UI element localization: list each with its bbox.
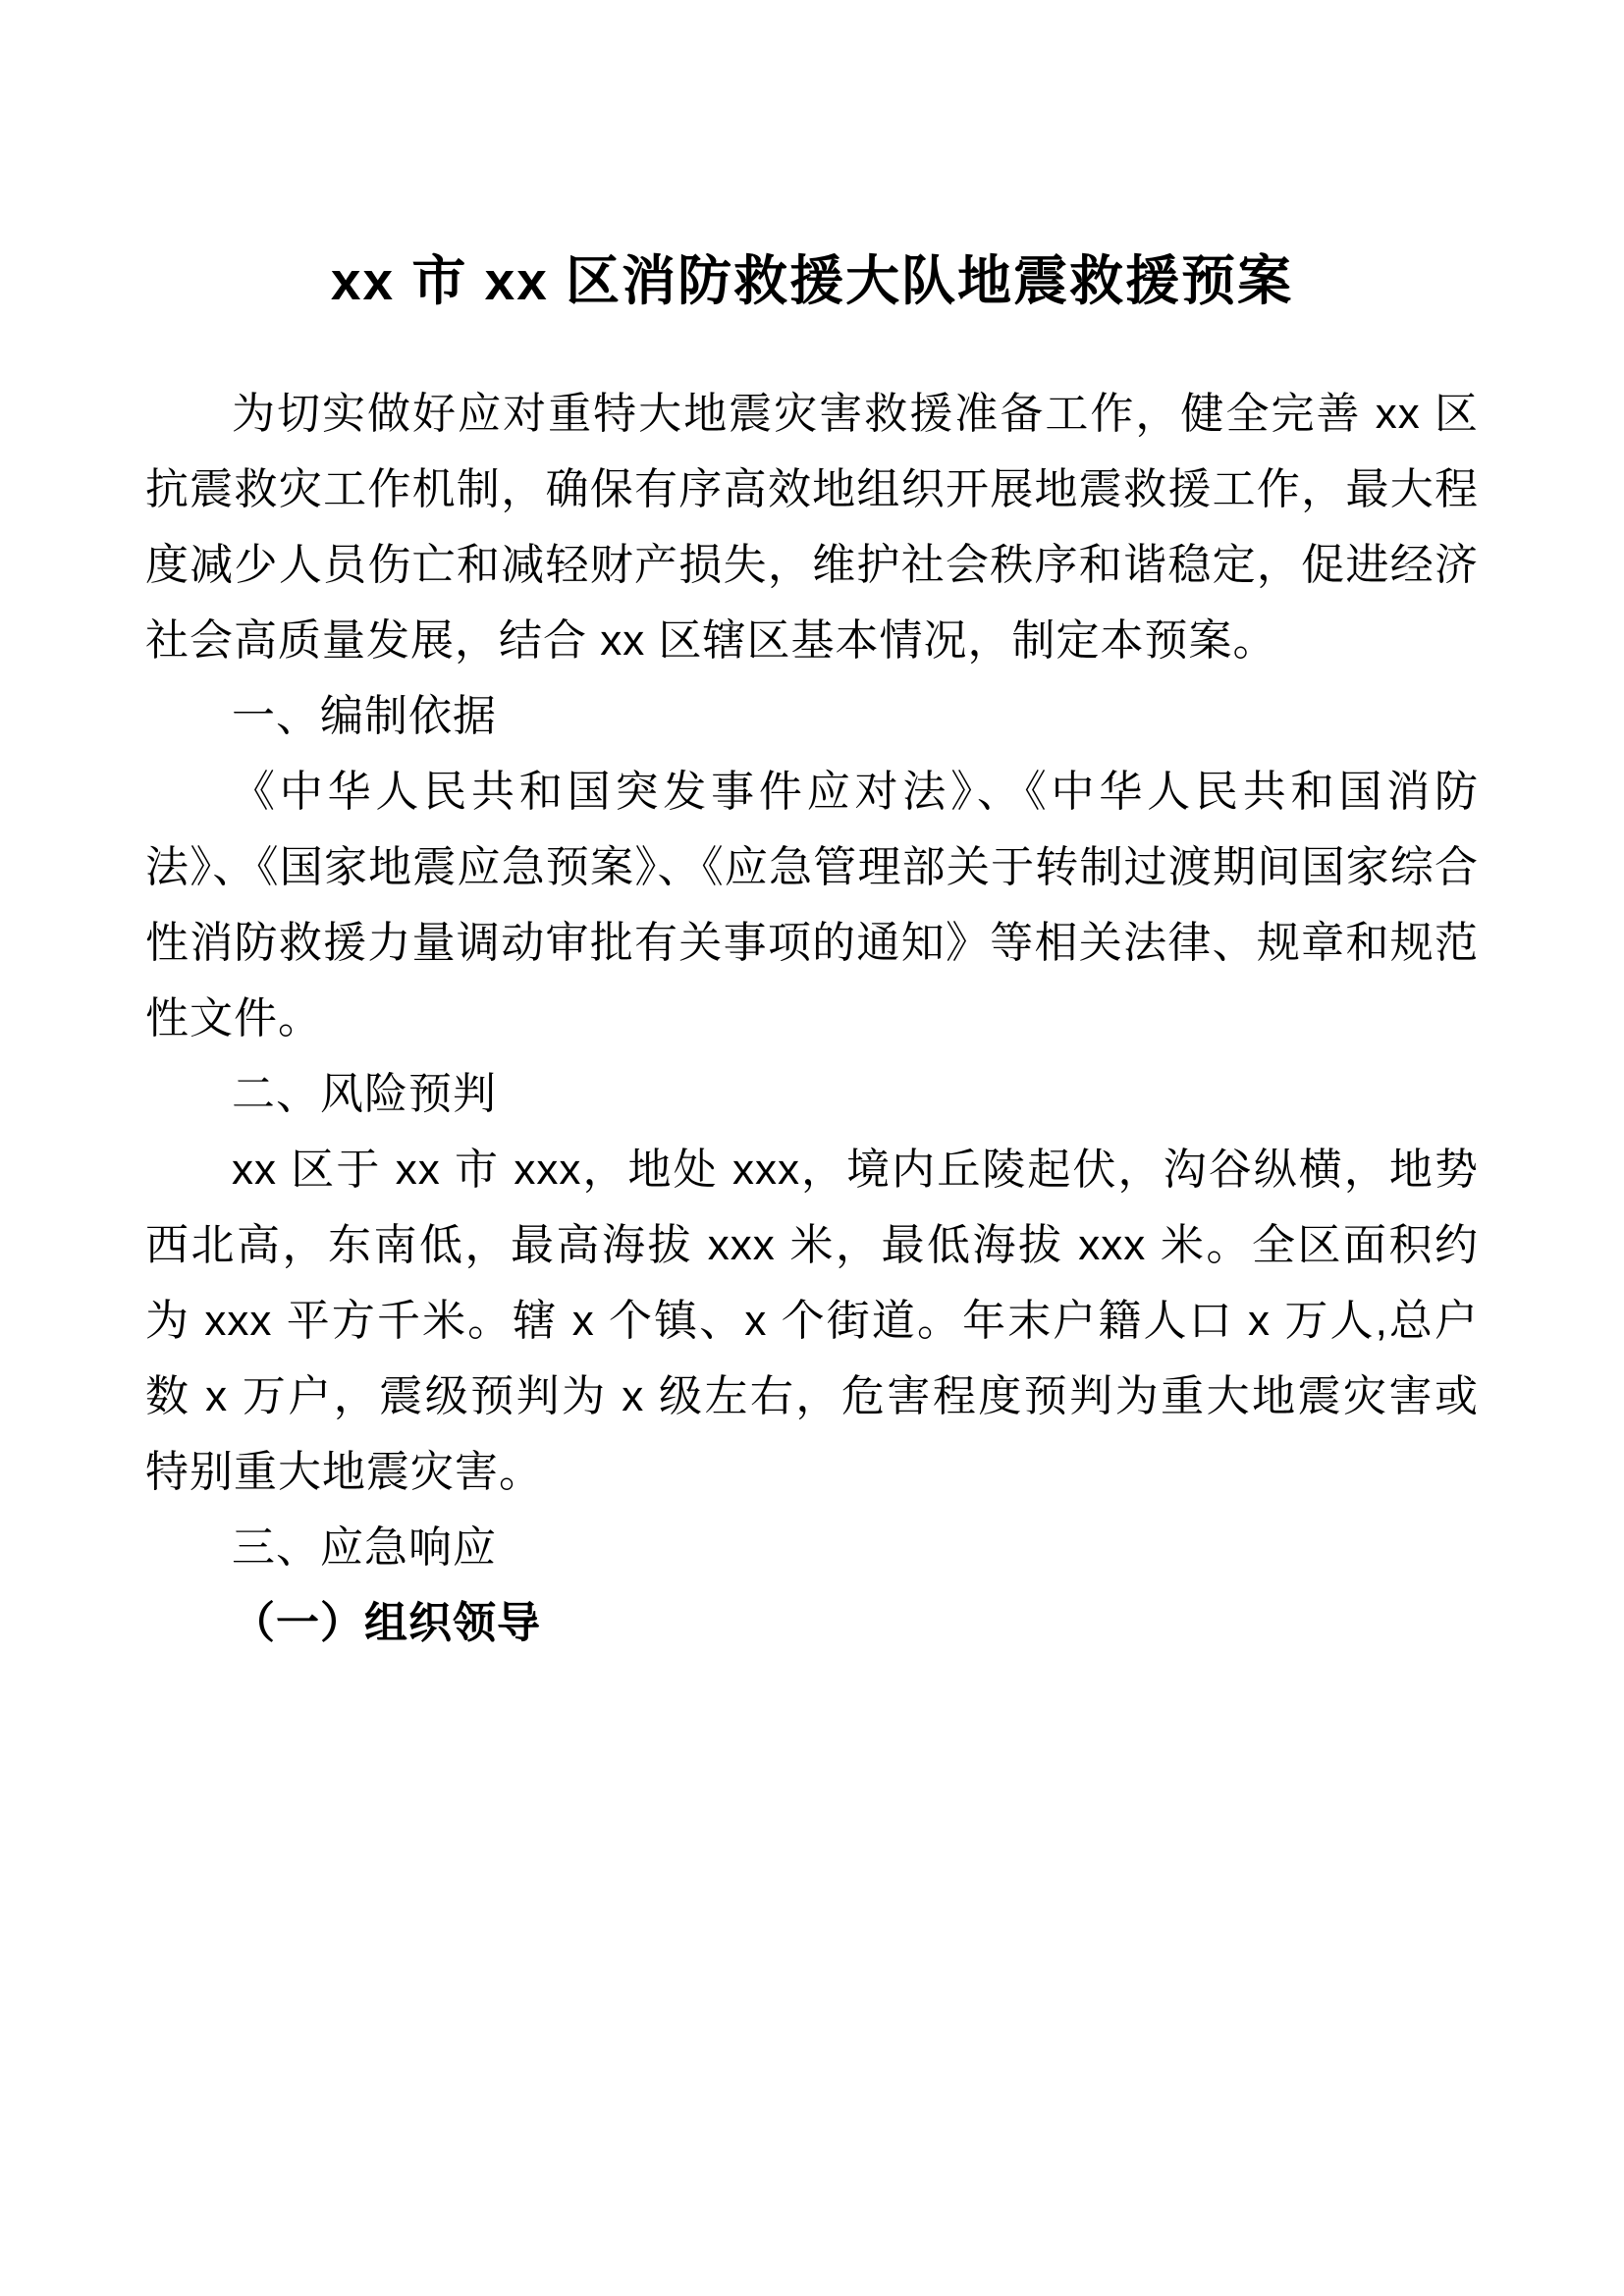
body-paragraph-intro: 为切实做好应对重特大地震灾害救援准备工作，健全完善 xx 区抗震救灾工作机制，确保有序高效地组织开展地震救援工作，最大程度减少人员伤亡和减轻财产损失，维护社会秩序和谐稳定，促进经济社会高质量发展，结合 xx 区辖区基本情况，制定本预案。 — [145, 389, 1479, 665]
subsection-heading-organization: （一）组织领导 — [232, 1598, 541, 1647]
body-paragraph-legal-basis: 《中华人民共和国突发事件应对法》、《中华人民共和国消防法》、《国家地震应急预案》、《应急管理部关于转制过渡期间国家综合性消防救援力量调动审批有关事项的通知》等相关法律、规章和规范性文件。 — [145, 767, 1479, 1042]
section-heading-3: 三、应急响应 — [232, 1522, 497, 1572]
section-heading-2: 二、风险预判 — [232, 1069, 497, 1118]
body-paragraph-risk-assessment: xx 区于 xx 市 xxx，地处 xxx，境内丘陵起伏，沟谷纵横，地势西北高，东南低，最高海拔 xxx 米，最低海拔 xxx 米。全区面积约为 xxx 平方千米。辖 x 个镇、x 个街道。年末户籍人口 x 万人,总户数 x 万户，震级预判为 x 级左右，危害程度预判为重大地震灾害或特别重大地震灾害。 — [145, 1145, 1479, 1496]
document-title: xx 市 xx 区消防救援大队地震救援预案 — [330, 250, 1294, 311]
section-heading-1: 一、编制依据 — [232, 691, 497, 740]
